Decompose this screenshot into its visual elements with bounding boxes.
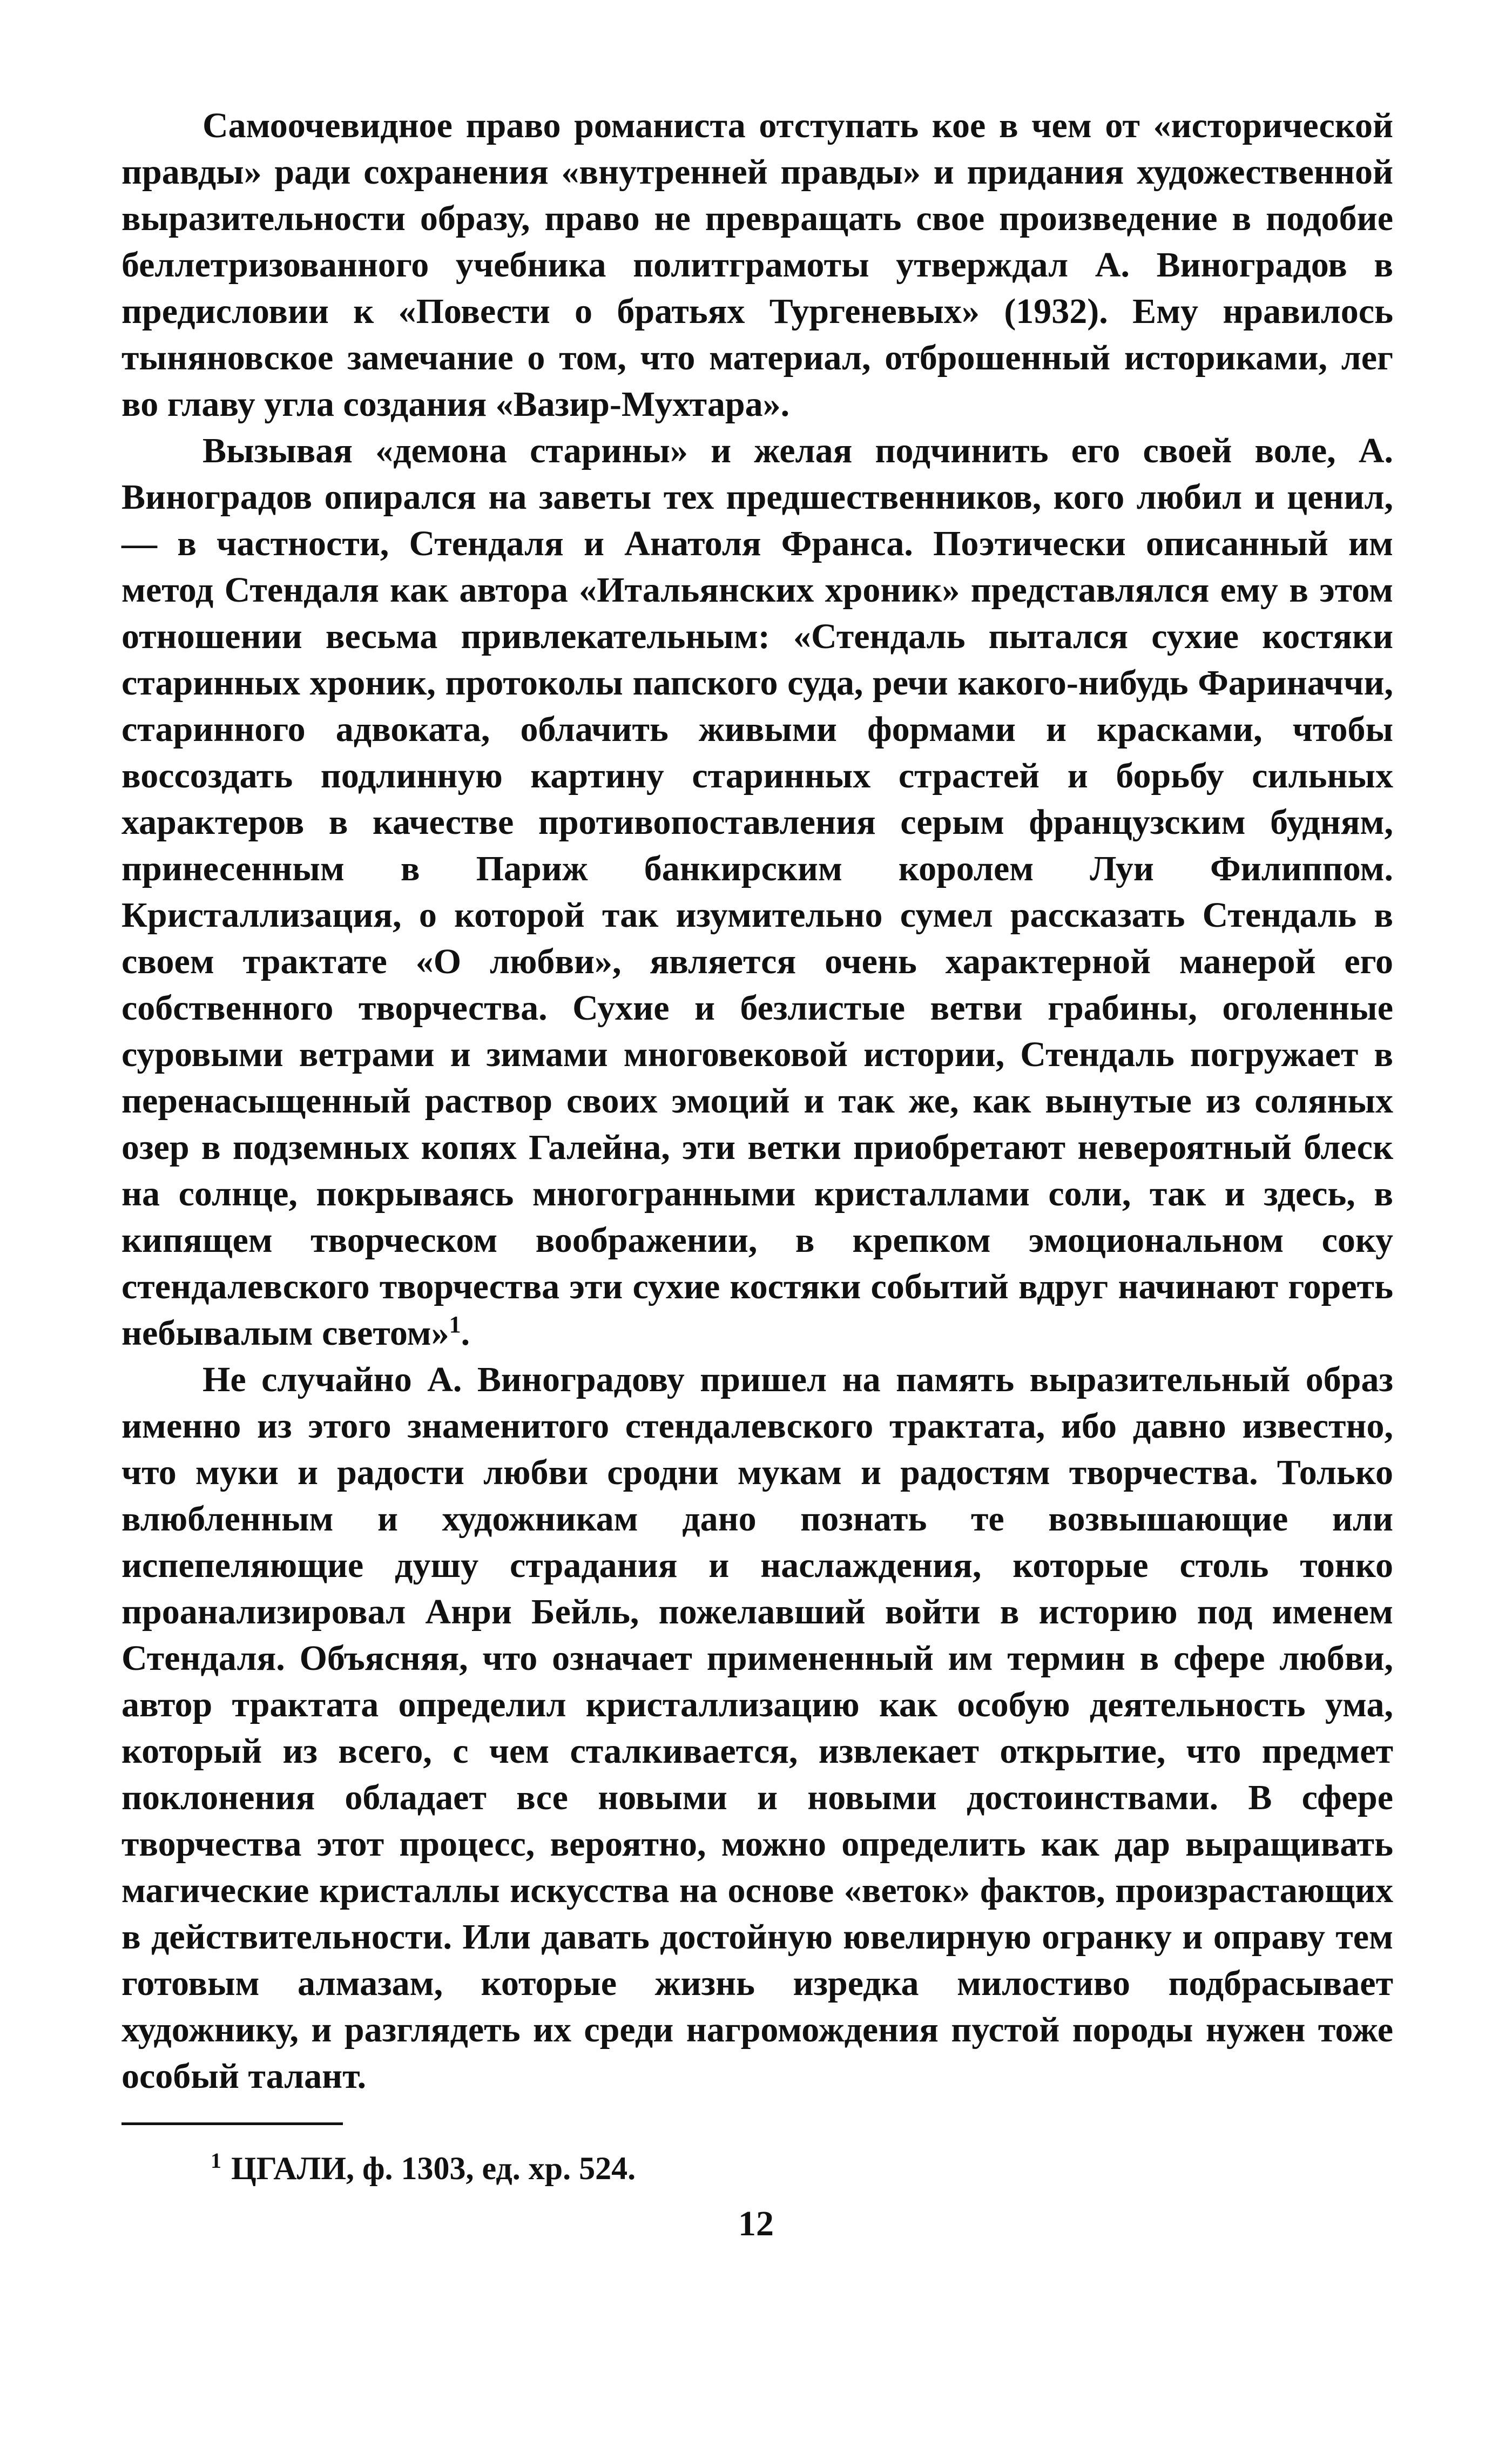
footnote-text: ЦГАЛИ, ф. 1303, ед. хр. 524. bbox=[231, 2151, 636, 2186]
footnote-reference: 1 bbox=[449, 1311, 461, 1338]
footnote-divider bbox=[122, 2122, 343, 2125]
footnote-reference-period: . bbox=[461, 1313, 470, 1353]
page-number: 12 bbox=[738, 2204, 774, 2243]
footnote bbox=[122, 2147, 1393, 2190]
paragraph-1: Самоочевидное право романиста отступать кое в чем от «исторической правды» ради сохранения «внутренней правды» и придания художественной выразительности образу, право не превращать свое произведение в подобие беллетризованного учебника политграмоты утверждал А. Виноградов в предисловии к «Повести о братьях Тургеневых» (1932). Ему нравилось тыняновское замечание о том, что материал, отброшенный историками, лег во главу угла создания «Вазир-Мухтара». bbox=[122, 106, 1393, 424]
page-body bbox=[122, 103, 1393, 2190]
footnote-marker: 1 bbox=[211, 2148, 221, 2173]
paragraph-3: Не случайно А. Виноградову пришел на память выразительный образ именно из этого знаменитого стендалевского трактата, ибо давно известно, что муки и радости любви сродни мукам и радостям творчества. Только влюбленным и художникам дано познать те возвышающие или испепеляющие душу страдания и наслаждения, которые столь тонко проанализировал Анри Бейль, пожелавший войти в историю под именем Стендаля. Объясняя, что означает примененный им термин в сфере любви, автор трактата определил кристаллизацию как особую деятельность ума, который из всего, с чем сталкивается, извлекает открытие, что предмет поклонения обладает все новыми и новыми достоинствами. В сфере творчества этот процесс, вероятно, можно определить как дар выращивать магические кристаллы искусства на основе «веток» фактов, произрастающих в действительности. Или давать достойную ювелирную огранку и оправу тем готовым алмазам, которые жизнь изредка милостиво подбрасывает художнику, и разглядеть их среди нагромождения пустой породы нужен тоже особый талант. bbox=[122, 1360, 1393, 2096]
paragraph-2 bbox=[122, 428, 1393, 1357]
paragraph-2-text: Вызывая «демона старины» и желая подчинить его своей воле, А. Виноградов опирался на заветы тех предшественников, кого любил и ценил,— в частности, Стендаля и Анатоля Франса. Поэтически описанный им метод Стендаля как автора «Итальянских хроник» представлялся ему в этом отношении весьма привлекательным: «Стендаль пытался сухие костяки старинных хроник, протоколы папского суда, речи какого-нибудь Фариначчи, старинного адвоката, облачить живыми формами и красками, чтобы воссоздать подлинную картину старинных страстей и борьбу сильных характеров в качестве противопоставления серым французским будням, принесенным в Париж банкирским королем Луи Филиппом. Кристаллизация, о которой так изумительно сумел рассказать Стендаль в своем трактате «О любви», является очень характерной манерой его собственного творчества. Сухие и безлистые ветви грабины, оголенные суровыми ветрами и зимами многовековой истории, Стендаль погружает в перенасыщенный раствор своих эмоций и так же, как вынутые из соляных озер в подземных копях Галейна, эти ветки приобретают невероятный блеск на солнце, покрываясь многогранными кристаллами соли, так и здесь, в кипящем творческом воображении, в крепком эмоциональном соку стендалевского творчества эти сухие костяки событий вдруг начинают гореть небывалым светом» bbox=[122, 431, 1393, 1353]
